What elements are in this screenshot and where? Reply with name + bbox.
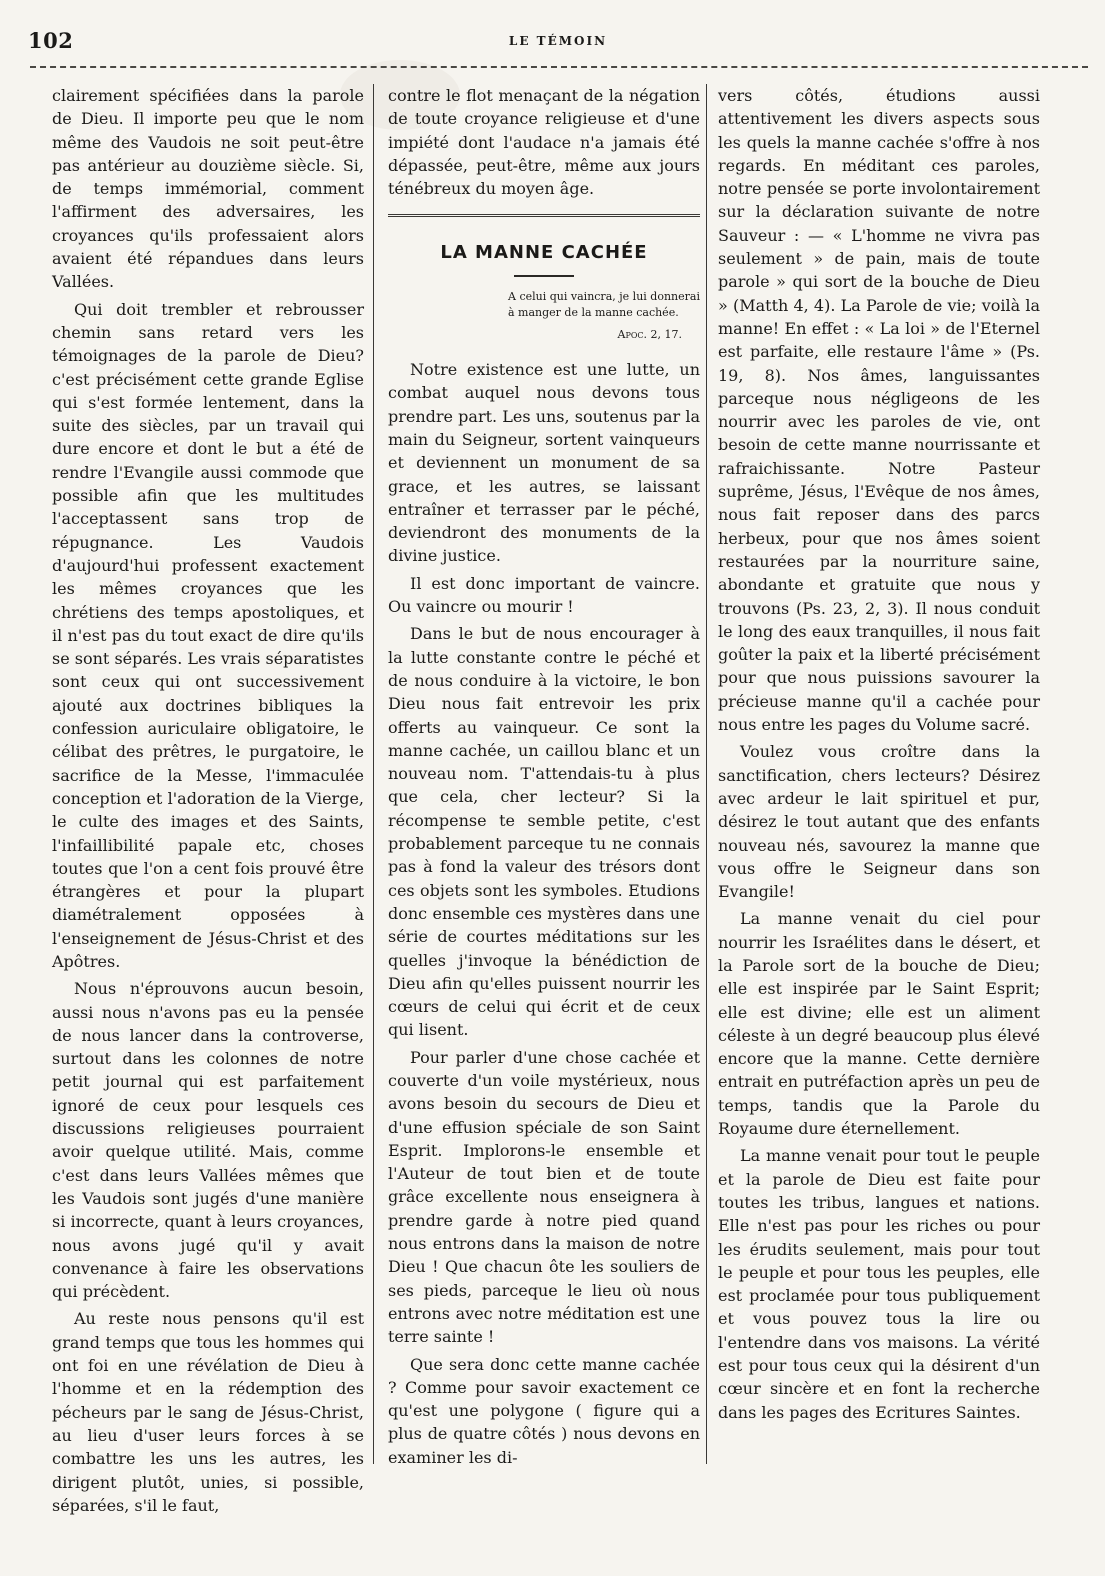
paragraph: Au reste nous pensons qu'il est grand temps que tous les hommes qui ont foi en une révélation de Dieu à l'homme et en la rédemption des pécheurs par le sang de Jésus-Christ, au lieu d'user leurs forces à se combattre les uns les autres, les dirigent plutôt, unies, si possible, séparées, s'il le faut, xyxy=(52,1309,364,1515)
section-rule xyxy=(388,214,700,217)
paragraph: Il est donc important de vaincre. Ou vaincre ou mourir ! xyxy=(388,573,700,617)
running-title: LE TÉMOIN xyxy=(508,34,608,48)
paragraph: Nous n'éprouvons aucun besoin, aussi nous n'avons pas eu la pensée de nous lancer dans la controverse, surtout dans les colonnes de notre petit journal qui est parfaitement ignoré de ceux pour lesquels ces discussions religieuses pourraient avoir quelque utilité. Mais, comme c'est dans leurs Vallées mêmes que les Vaudois sont jugés d'une manière si incorrecte, quant à leurs croyances, nous avons jugé qu'il y avait convenance à faire les observations qui précèdent. xyxy=(52,979,364,1302)
paragraph: Dans le but de nous encourager à la lutte constante contre le péché et de nous conduire à la victoire, le bon Dieu nous fait entrevoir les prix offerts au vainqueur. Ce sont la manne cachée, un caillou blanc et un nouveau nom. T'attendais-tu à plus que cela, cher lecteur? Si la récompense te semble petite, c'est probablement parceque tu ne connais pas à fond la valeur des trésors dont ces objets sont les symboles. Etudions donc ensemble ces mystères dans une série de courtes méditations sur les quelles j'invoque la bénédiction de Dieu afin qu'elles puissent nourrir les cœurs de celui qui écrit et de ceux qui lisent. xyxy=(388,624,700,1040)
column-divider xyxy=(706,84,707,1464)
paragraph: La manne venait du ciel pour nourrir les Israélites dans le désert, et la Parole sort de la bouche de Dieu; elle est inspirée par le Saint Esprit; elle est divine; elle est un aliment céleste à un degré beaucoup plus élevé encore que la manne. Cette dernière entrait en putréfaction après un peu de temps, tandis que la Parole du Royaume dure éternellement. xyxy=(718,909,1040,1139)
article-title: LA MANNE CACHÉE xyxy=(440,242,648,264)
paragraph: Voulez vous croître dans la sanctification, chers lecteurs? Désirez avec ardeur le lait spirituel et pur, désirez le tout autant que des enfants nouveau nés, savourez la manne que vous offre le Seigneur dans son Evangile! xyxy=(718,742,1040,902)
page-number: 102 xyxy=(28,28,74,53)
paragraph: clairement spécifiées dans la parole de Dieu. Il importe peu que le nom même des Vaudois ne soit peut-être pas antérieur au douzième siècle. Si, de temps immémorial, comment l'affirment des adversaires, les croyances qu'ils professaient alors avaient été répandues dans leurs Vallées. xyxy=(52,86,364,292)
paragraph: Notre existence est une lutte, un combat auquel nous devons tous prendre part. Les uns, soutenus par la main du Seigneur, sortent vainqueurs et deviennent un monument de sa grace, et les autres, se laissant entraîner et terrasser par le péché, deviendront des monuments de la divine justice. xyxy=(388,360,700,566)
paragraph: vers côtés, étudions aussi attentivement les divers aspects sous les quels la manne cachée s'offre à nos regards. En méditant ces paroles, notre pensée se porte involontairement sur la déclaration suivante de notre Sauveur : — « L'homme ne vivra pas seulement » de pain, mais de toute parole » qui sort de la bouche de Dieu » (Matth 4, 4). La Parole de vie; voilà la manne! En effet : « La loi » de l'Eternel est parfaite, elle restaure l'âme » (Ps. 19, 8). Nos âmes, languissantes parceque nous négligeons de les nourrir avec les paroles de vie, ont besoin de cette manne nourrissante et rafraichissante. Notre Pasteur suprême, Jésus, l'Evêque de nos âmes, nous fait reposer dans des parcs herbeux, pour que nos âmes soient restaurées par la nourriture saine, abondante et gratuite que nous y trouvons (Ps. 23, 2, 3). Il nous conduit le long des eaux tranquilles, il nous fait goûter la paix et la liberté précisément pour que nous puissions savourer la précieuse manne qu'il a cachée pour nous entre les pages du Volume sacré. xyxy=(718,86,1040,735)
page-header xyxy=(28,28,1088,64)
header-rule xyxy=(30,66,1088,68)
paragraph: Que sera donc cette manne cachée ? Comme pour savoir exactement ce qu'est une polygone ( figure qui a plus de quatre côtés ) nous devons en examiner les di- xyxy=(388,1354,700,1467)
paragraph: Pour parler d'une chose cachée et couverte d'un voile mystérieux, nous avons besoin du secours de Dieu et d'une effusion spéciale de son Saint Esprit. Implorons-le ensemble et l'Auteur de tout bien et de toute grâce excellente nous enseignera à prendre garde à notre pied quand nous entrons dans la maison de notre Dieu ! Que chacun ôte les souliers de ses pieds, parceque le lieu où nous entrons avec notre méditation est une terre sainte ! xyxy=(388,1047,700,1347)
title-dash xyxy=(514,275,574,277)
paragraph: contre le flot menaçant de la négation de toute croyance religieuse et d'une impiété dont l'audace n'a jamais été dépassée, peut-être, même aux jours ténébreux du moyen âge. xyxy=(388,86,700,199)
epigraph-reference: Apoc. 2, 17. xyxy=(617,327,682,341)
paragraph: Qui doit trembler et rebrousser chemin sans retard vers les témoignages de la parole de Dieu? c'est précisément cette grande Eglise qui s'est formée lentement, dans la suite des siècles, par un travail qui dure encore et dont le but a été de rendre l'Evangile aussi commode que possible afin que les multitudes l'acceptassent sans trop de répugnance. Les Vaudois d'aujourd'hui professent exactement les mêmes croyances que les chrétiens des temps apostoliques, et il n'est pas du tout exact de dire qu'ils se sont séparés. Les vrais séparatistes sont ceux qui ont successivement ajouté aux doctrines bibliques la confession auriculaire obligatoire, le célibat des prêtres, le purgatoire, le sacrifice de la Messe, l'immaculée conception et l'adoration de la Vierge, le culte des images et des Saints, l'infaillibilité papale etc, choses toutes que l'on a cent fois prouvé être étrangères et pour la plupart diamétralement opposées à l'enseignement de Jésus-Christ et des Apôtres. xyxy=(52,299,364,971)
column-right xyxy=(718,84,1040,1424)
epigraph: A celui qui vaincra, je lui donnerai à manger de la manne cachée. xyxy=(508,289,700,319)
paragraph: La manne venait pour tout le peuple et la parole de Dieu est faite pour toutes les tribus, langues et nations. Elle n'est pas pour les riches ou pour les érudits seulement, mais pour tout le peuple et pour tous les peuples, elle est proclamée pour tous publiquement et vous pouvez tous la lire ou l'entendre dans vos maisons. La vérité est pour tous ceux qui la désirent d'un cœur sincère et en font la recherche dans les pages des Ecritures Saintes. xyxy=(718,1146,1040,1422)
column-left xyxy=(52,84,364,1517)
column-middle xyxy=(388,84,700,1469)
column-divider xyxy=(373,84,374,1464)
